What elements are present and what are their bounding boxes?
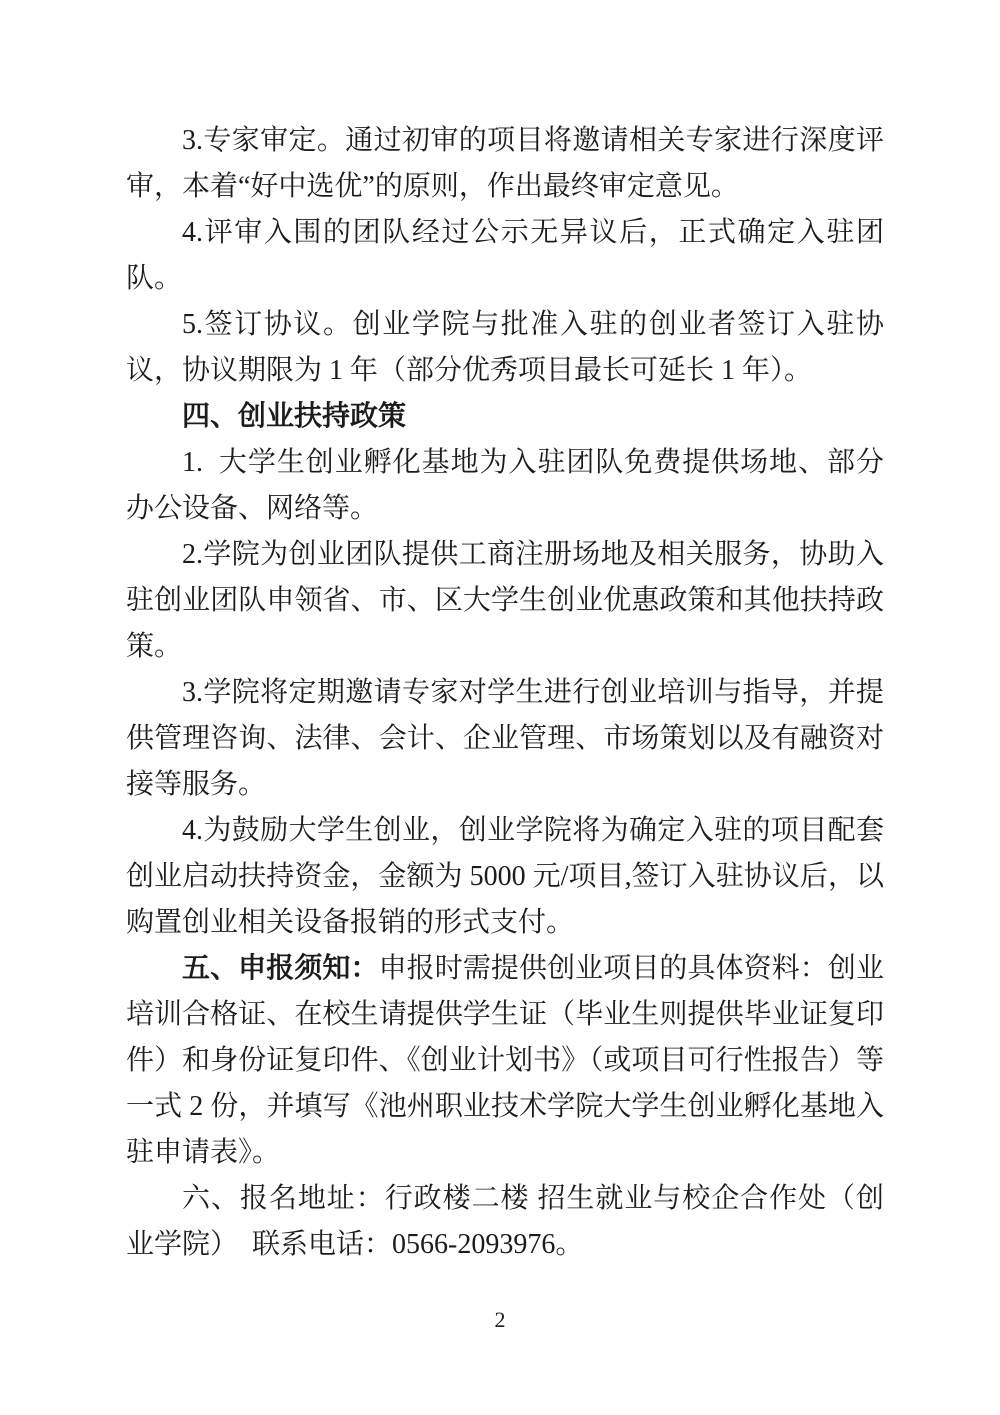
text-segment: 3.学院将定期邀请专家对学生进行创业培训与指导，并提供管理咨询、法律、会计、企业管理、市场策划以及有融资对接等服务。 — [126, 677, 884, 800]
paragraph — [126, 532, 884, 670]
text-segment: 4.为鼓励大学生创业，创业学院将为确定入驻的项目配套创业启动扶持资金，金额为 5000 元/项目,签订入驻协议后，以购置创业相关设备报销的形式支付。 — [126, 815, 884, 938]
paragraph — [126, 440, 884, 532]
paragraph — [126, 210, 884, 302]
paragraph — [126, 946, 884, 1176]
paragraph — [126, 1176, 884, 1268]
text-segment: 六、报名地址：行政楼二楼 招生就业与校企合作处（创业学院） 联系电话：0566-2093976。 — [126, 1183, 884, 1260]
text-segment: 3.专家审定。通过初审的项目将邀请相关专家进行深度评审，本着“好中选优”的原则，作出最终审定意见。 — [126, 125, 884, 202]
paragraph — [126, 302, 884, 394]
paragraph — [126, 670, 884, 808]
text-segment: 5.签订协议。创业学院与批准入驻的创业者签订入驻协议，协议期限为 1 年（部分优秀项目最长可延长 1 年）。 — [126, 309, 884, 386]
text-segment: 申报时需提供创业项目的具体资料：创业培训合格证、在校生请提供学生证（毕业生则提供毕业证复印件）和身份证复印件、《创业计划书》（或项目可行性报告）等一式 2 份，并填写《池州职业技术学院大学生创业孵化基地入驻申请表》。 — [126, 953, 884, 1168]
text-segment: 1. 大学生创业孵化基地为入驻团队免费提供场地、部分办公设备、网络等。 — [126, 447, 884, 524]
text-segment: 4.评审入围的团队经过公示无异议后，正式确定入驻团队。 — [126, 217, 884, 294]
page-footer — [0, 1305, 1000, 1335]
bold-text-segment: 五、申报须知： — [182, 953, 379, 984]
page-number: 2 — [494, 1307, 506, 1332]
section-heading — [126, 394, 884, 440]
text-segment: 2.学院为创业团队提供工商注册场地及相关服务，协助入驻创业团队申领省、市、区大学生创业优惠政策和其他扶持政策。 — [126, 539, 884, 662]
bold-text-segment: 四、创业扶持政策 — [182, 401, 407, 432]
paragraph — [126, 118, 884, 210]
paragraph — [126, 808, 884, 946]
document-body — [126, 118, 884, 1268]
